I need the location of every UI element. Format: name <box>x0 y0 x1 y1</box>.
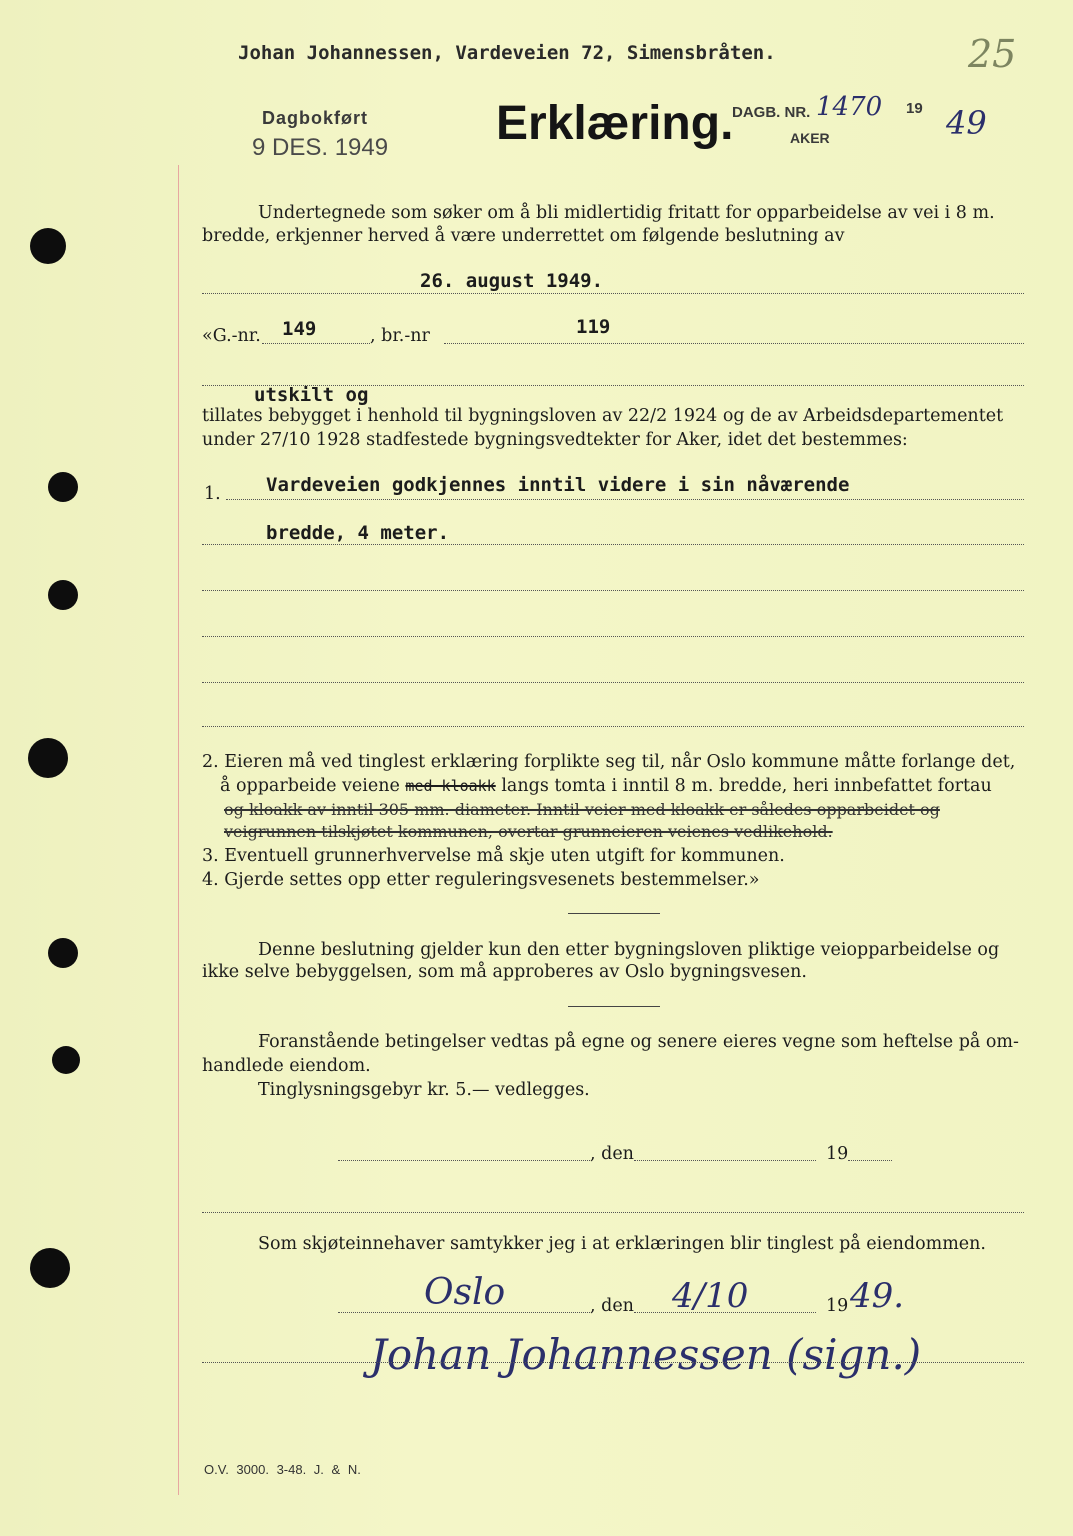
received-stamp-label: Dagbokført <box>262 108 368 128</box>
punch-hole <box>48 938 78 968</box>
condition-1-number: 1. <box>204 484 221 504</box>
property-line-2: under 27/10 1928 stadfestede bygningsvedtekter for Aker, idet det bestemmes: <box>202 430 908 450</box>
aker-label: AKER <box>790 130 830 146</box>
bnr-label: , br.-nr <box>370 326 430 346</box>
terms-line-3: Tinglysningsgebyr kr. 5.— vedlegges. <box>258 1080 590 1100</box>
intro-line-1: Undertegnede som søker om å bli midlertidig fritatt for opparbeidelse av vei i 8 m. <box>258 203 995 223</box>
consent-date: 4/10 <box>672 1276 749 1316</box>
condition-1-text-line-2: bredde, 4 meter. <box>266 522 450 544</box>
condition-2-line-1: 2. Eieren må ved tinglest erklæring forplikte seg til, når Oslo kommune måtte forlange det, <box>202 752 1016 772</box>
punch-hole <box>52 1046 80 1074</box>
dotted-line <box>226 499 1024 500</box>
dotted-line <box>202 590 1024 591</box>
terms-line-2: handlede eiendom. <box>202 1056 371 1076</box>
utskilt-typed: utskilt og <box>254 384 369 406</box>
dagb-year-prefix: 19 <box>906 100 923 117</box>
consent-year-prefix: 19 <box>826 1296 849 1316</box>
decision-line-2: ikke selve bebyggelsen, som må approberes av Oslo bygningsvesen. <box>202 962 807 982</box>
section-divider <box>568 913 660 914</box>
page-number: 25 <box>968 32 1017 76</box>
dotted-line <box>202 682 1024 683</box>
property-line-1: tillates bebygget i henhold til bygningsloven av 22/2 1924 og de av Arbeidsdepartementet <box>202 406 1004 426</box>
dotted-line <box>202 1212 1024 1213</box>
condition-2-line-2 <box>220 776 992 796</box>
condition-3: 3. Eventuell grunnerhvervelse må skje uten utgift for kommunen. <box>202 846 785 866</box>
punch-hole <box>48 472 78 502</box>
condition-2-line-2-start: å opparbeide veiene <box>220 776 400 796</box>
date-den-label: , den <box>590 1144 634 1164</box>
dotted-line <box>202 726 1024 727</box>
dotted-line <box>338 1312 590 1313</box>
dotted-line <box>202 636 1024 637</box>
dotted-line <box>338 1160 590 1161</box>
dotted-line <box>202 293 1024 294</box>
condition-4: 4. Gjerde settes opp etter reguleringsvesenets bestemmelser.» <box>202 870 760 890</box>
dotted-line <box>202 544 1024 545</box>
punch-hole <box>28 738 68 778</box>
section-divider <box>568 1006 660 1007</box>
intro-line-2: bredde, erkjenner herved å være underrettet om følgende beslutning av <box>202 226 845 246</box>
decision-date: 26. august 1949. <box>420 270 604 292</box>
consent-year: 49. <box>850 1276 905 1316</box>
date-year-prefix: 19 <box>826 1144 849 1164</box>
consent-text: Som skjøteinnehaver samtykker jeg i at erklæringen blir tinglest på eiendommen. <box>258 1234 986 1254</box>
dotted-line <box>444 343 1024 344</box>
condition-1-text-line-1: Vardeveien godkjennes inntil videre i sin nåværende <box>266 474 850 496</box>
dotted-line <box>634 1160 816 1161</box>
condition-2-struck-text: med kloakk <box>405 777 496 795</box>
dotted-line <box>634 1312 816 1313</box>
punch-hole <box>48 580 78 610</box>
dotted-line <box>202 1362 1024 1363</box>
margin-line <box>178 165 179 1495</box>
punch-hole <box>30 1248 70 1288</box>
gnr-label: «G.-nr. <box>202 326 261 346</box>
gnr-value: 149 <box>282 318 317 340</box>
handwritten-signature: Johan Johannessen (sign.) <box>370 1330 922 1379</box>
dotted-line <box>848 1160 892 1161</box>
dagb-number: 1470 <box>816 92 883 122</box>
consent-place: Oslo <box>424 1272 506 1313</box>
dagb-year: 49 <box>946 104 987 142</box>
consent-den-label: , den <box>590 1296 634 1316</box>
document-title: Erklæring. <box>496 97 734 150</box>
condition-2-struck-line-4: veigrunnen tilskjøtet kommunen, overtar grunneieren veienes vedlikehold. <box>224 822 833 841</box>
punch-hole <box>30 228 66 264</box>
condition-2-struck-line-3: og kloakk av inntil 305 mm. diameter. Inntil veier med kloakk er således opparbeidet og <box>224 800 940 819</box>
received-stamp-date: 9 DES. 1949 <box>252 134 389 161</box>
form-code: O.V. 3000. 3-48. J. & N. <box>204 1462 361 1477</box>
bnr-value: 119 <box>576 316 611 338</box>
decision-line-1: Denne beslutning gjelder kun den etter bygningsloven pliktige veiopparbeidelse og <box>258 940 1000 960</box>
dagb-label: DAGB. NR. <box>732 104 811 121</box>
dotted-line <box>262 343 370 344</box>
condition-2-line-2-end: langs tomta i inntil 8 m. bredde, heri innbefattet fortau <box>501 776 992 796</box>
typed-address: Johan Johannessen, Vardeveien 72, Simensbråten. <box>238 42 776 64</box>
terms-line-1: Foranstående betingelser vedtas på egne og senere eieres vegne som heftelse på om- <box>258 1032 1019 1052</box>
